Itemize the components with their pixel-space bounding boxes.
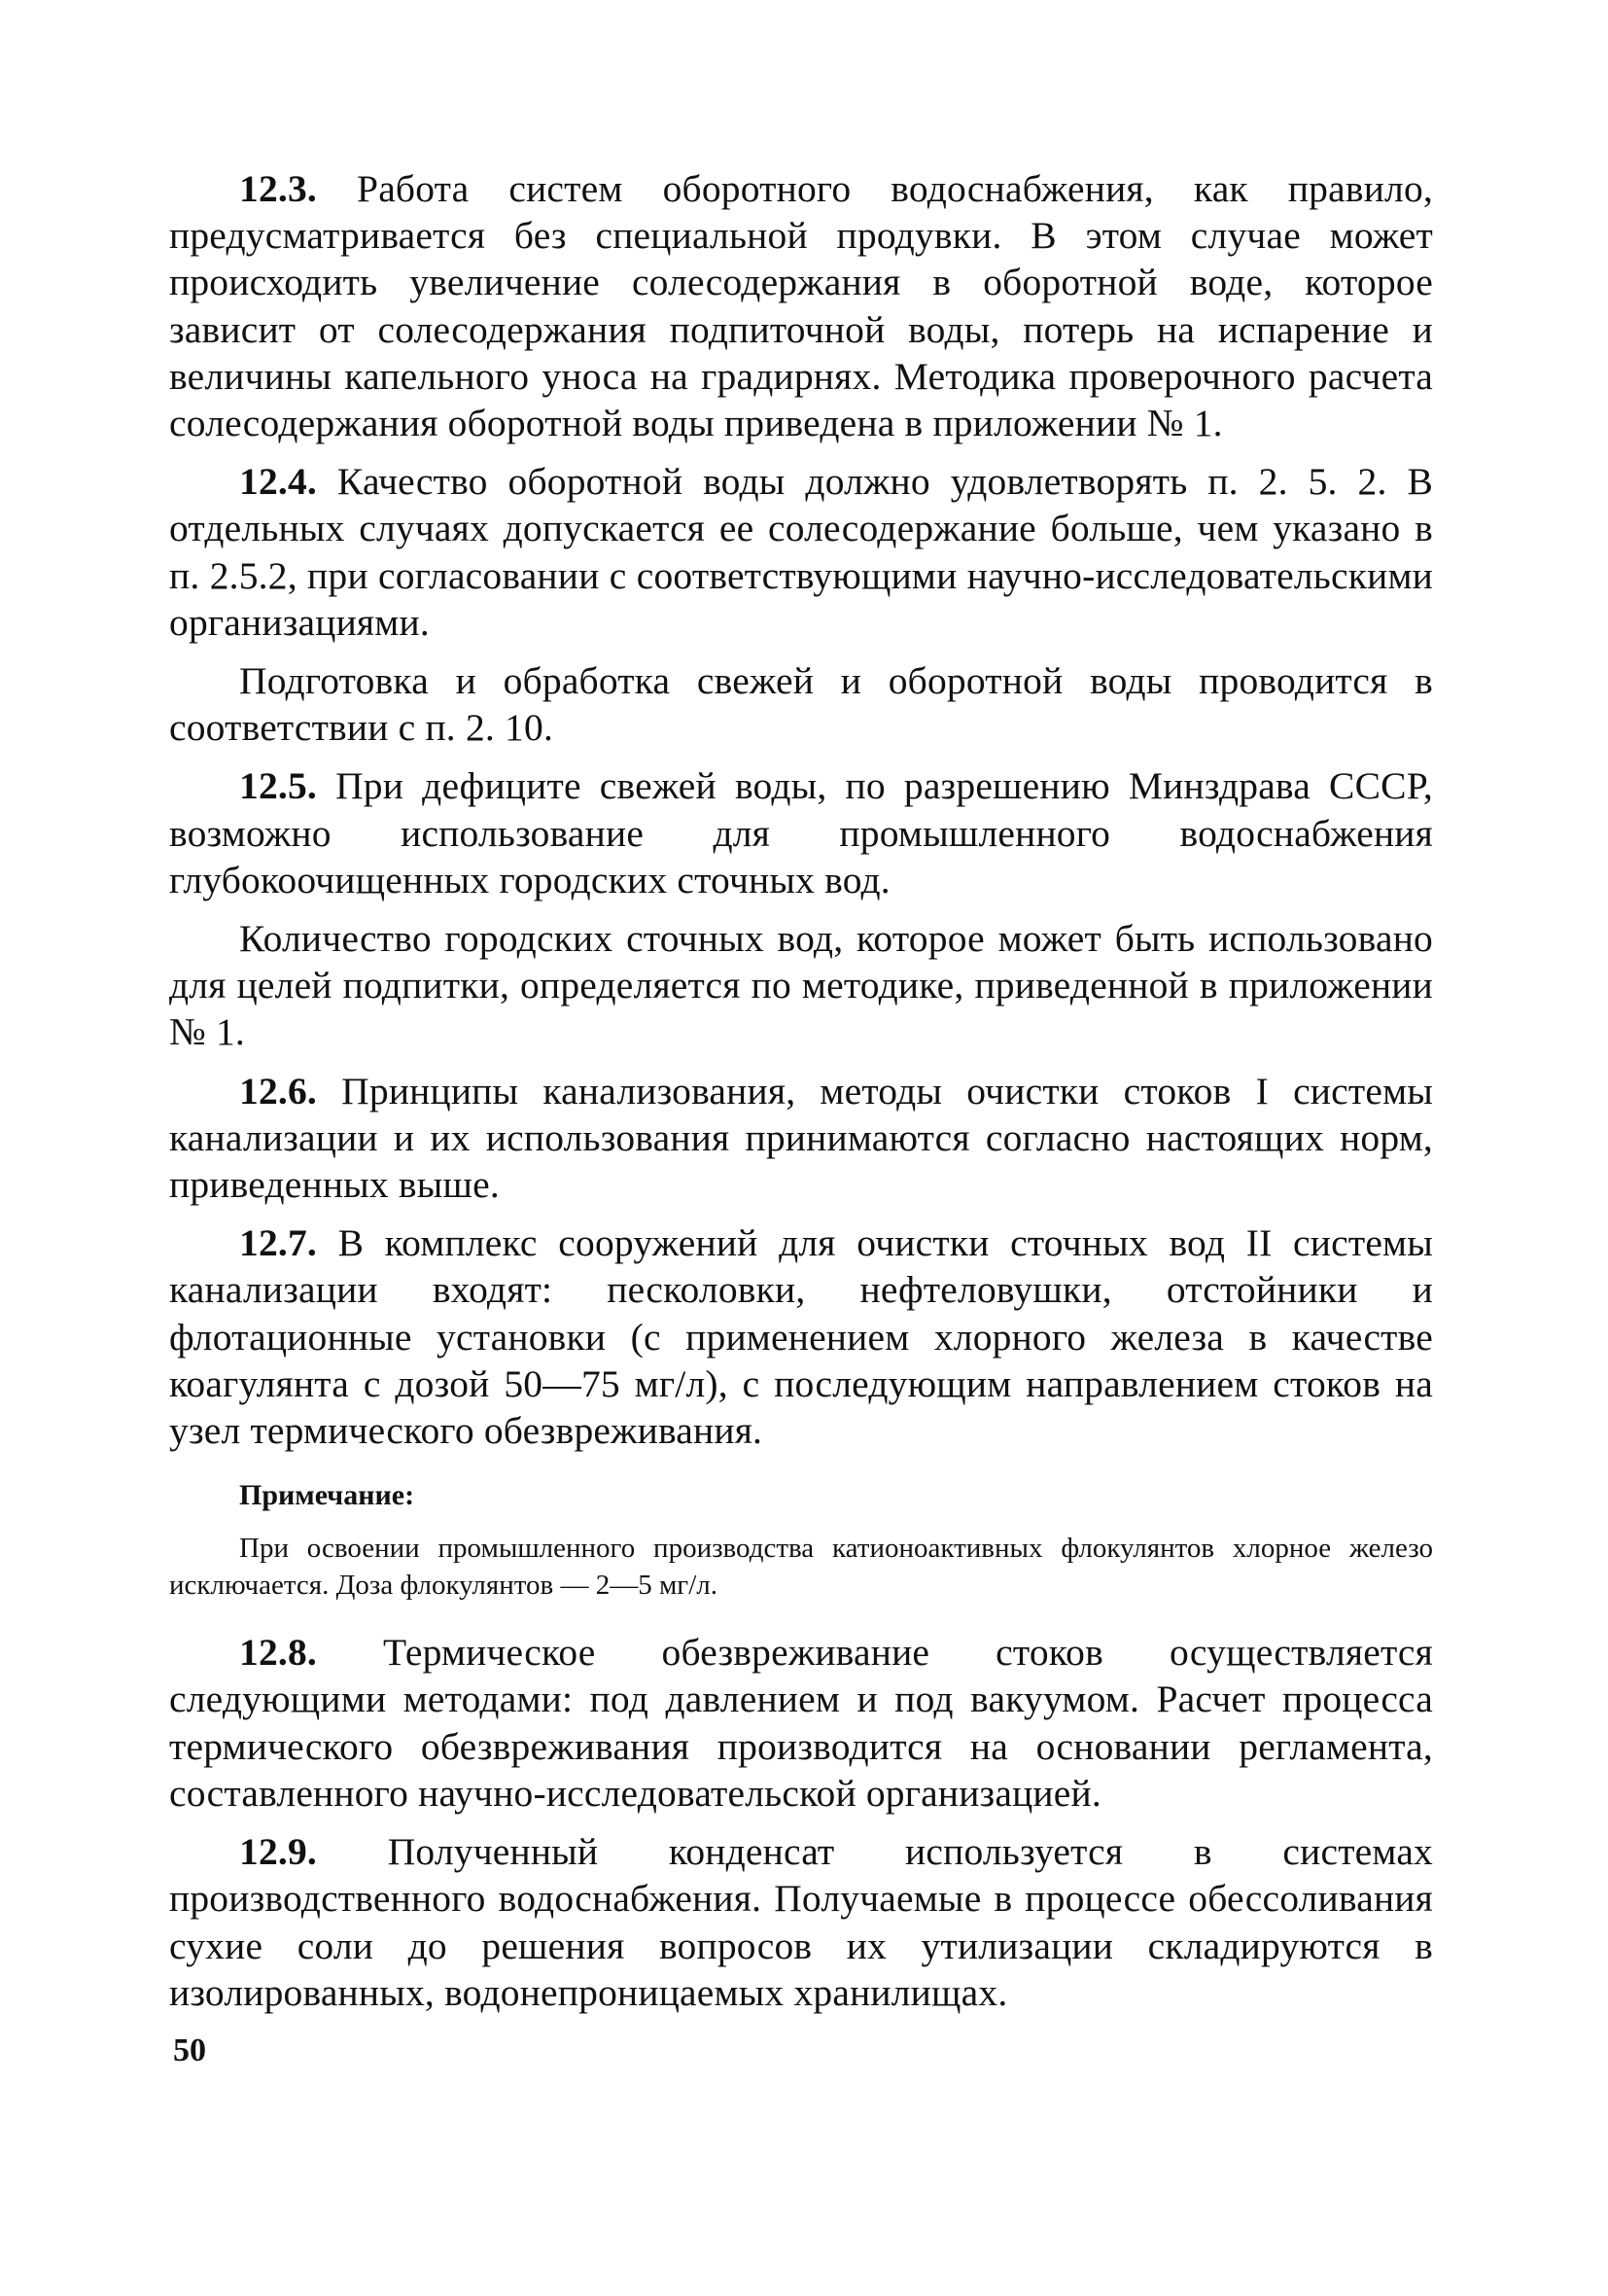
paragraph-number: 12.5. bbox=[239, 764, 317, 808]
paragraph-number: 12.9. bbox=[239, 1830, 317, 1874]
paragraph-12-5-continued bbox=[169, 915, 1433, 1056]
paragraph-number: 12.6. bbox=[239, 1069, 317, 1113]
paragraph-12-5 bbox=[169, 762, 1433, 903]
paragraph-text: Подготовка и обработка свежей и оборотной воды проводится в соответствии с п. 2. 10. bbox=[169, 659, 1433, 750]
paragraph-12-9 bbox=[169, 1828, 1433, 2016]
note-text: При освоении промышленного производства катионоактивных флокулянтов хлорное железо исключается. Доза флокулянтов — 2—5 мг/л. bbox=[169, 1533, 1433, 1602]
paragraph-text: Термическое обезвреживание стоков осуществляется следующими методами: под давлением и под вакуумом. Расчет процесса термического обезвреживания производится на основании регламента, составленного научно-исследовательской организацией. bbox=[169, 1631, 1434, 1815]
paragraph-number: 12.8. bbox=[239, 1631, 317, 1675]
paragraph-text: Количество городских сточных вод, которое может быть использовано для целей подпитки, определяется по методике, приведенной в приложении № 1. bbox=[169, 917, 1433, 1054]
paragraph-text: Работа систем оборотного водоснабжения, как правило, предусматривается без специальной продувки. В этом случае может происходить увеличение солесодержания в оборотной воде, которое зависит от солесодержания подпиточной воды, потерь на испарение и величины капельного уноса на градирнях. Методика проверочного расчета солесодержания оборотной воды приведена в приложении № 1. bbox=[169, 167, 1433, 445]
paragraph-text: Качество оборотной воды должно удовлетворять п. 2. 5. 2. В отдельных случаях допускается ее солесодержание больше, чем указано в п. 2.5.2, при согласовании с соответствующими научно-исследовательскими организациями. bbox=[169, 460, 1434, 644]
paragraph-number: 12.3. bbox=[239, 167, 317, 210]
paragraph-12-6 bbox=[169, 1068, 1433, 1209]
paragraph-text: Полученный конденсат используется в системах производственного водоснабжения. Получаемые в процессе обессоливания сухие соли до решения вопросов их утилизации складируются в изолированных, водонепроницаемых хранилищах. bbox=[169, 1830, 1433, 2014]
paragraph-text: При дефиците свежей воды, по разрешению Минздрава СССР, возможно использование для промышленного водоснабжения глубокоочищенных городских сточных вод. bbox=[169, 764, 1433, 901]
paragraph-number: 12.4. bbox=[239, 460, 317, 504]
paragraph-12-8 bbox=[169, 1629, 1433, 1817]
paragraph-12-4-continued bbox=[169, 657, 1433, 751]
document-page bbox=[169, 165, 1433, 2028]
paragraph-12-3 bbox=[169, 165, 1433, 446]
paragraph-text: Принципы канализования, методы очистки стоков I системы канализации и их использования принимаются согласно настоящих норм, приведенных выше. bbox=[169, 1069, 1433, 1207]
note-title: Примечание: bbox=[239, 1479, 415, 1512]
paragraph-12-7 bbox=[169, 1219, 1433, 1454]
paragraph-12-4 bbox=[169, 458, 1433, 646]
paragraph-text: В комплекс сооружений для очистки сточных вод II системы канализации входят: песколовки, нефтеловушки, отстойники и флотационные установки (с применением хлорного железа в качестве коагулянта с дозой 50—75 мг/л), с последующим направлением стоков на узел термического обезвреживания. bbox=[169, 1221, 1433, 1453]
paragraph-number: 12.7. bbox=[239, 1221, 317, 1265]
page-number: 50 bbox=[173, 2032, 206, 2068]
